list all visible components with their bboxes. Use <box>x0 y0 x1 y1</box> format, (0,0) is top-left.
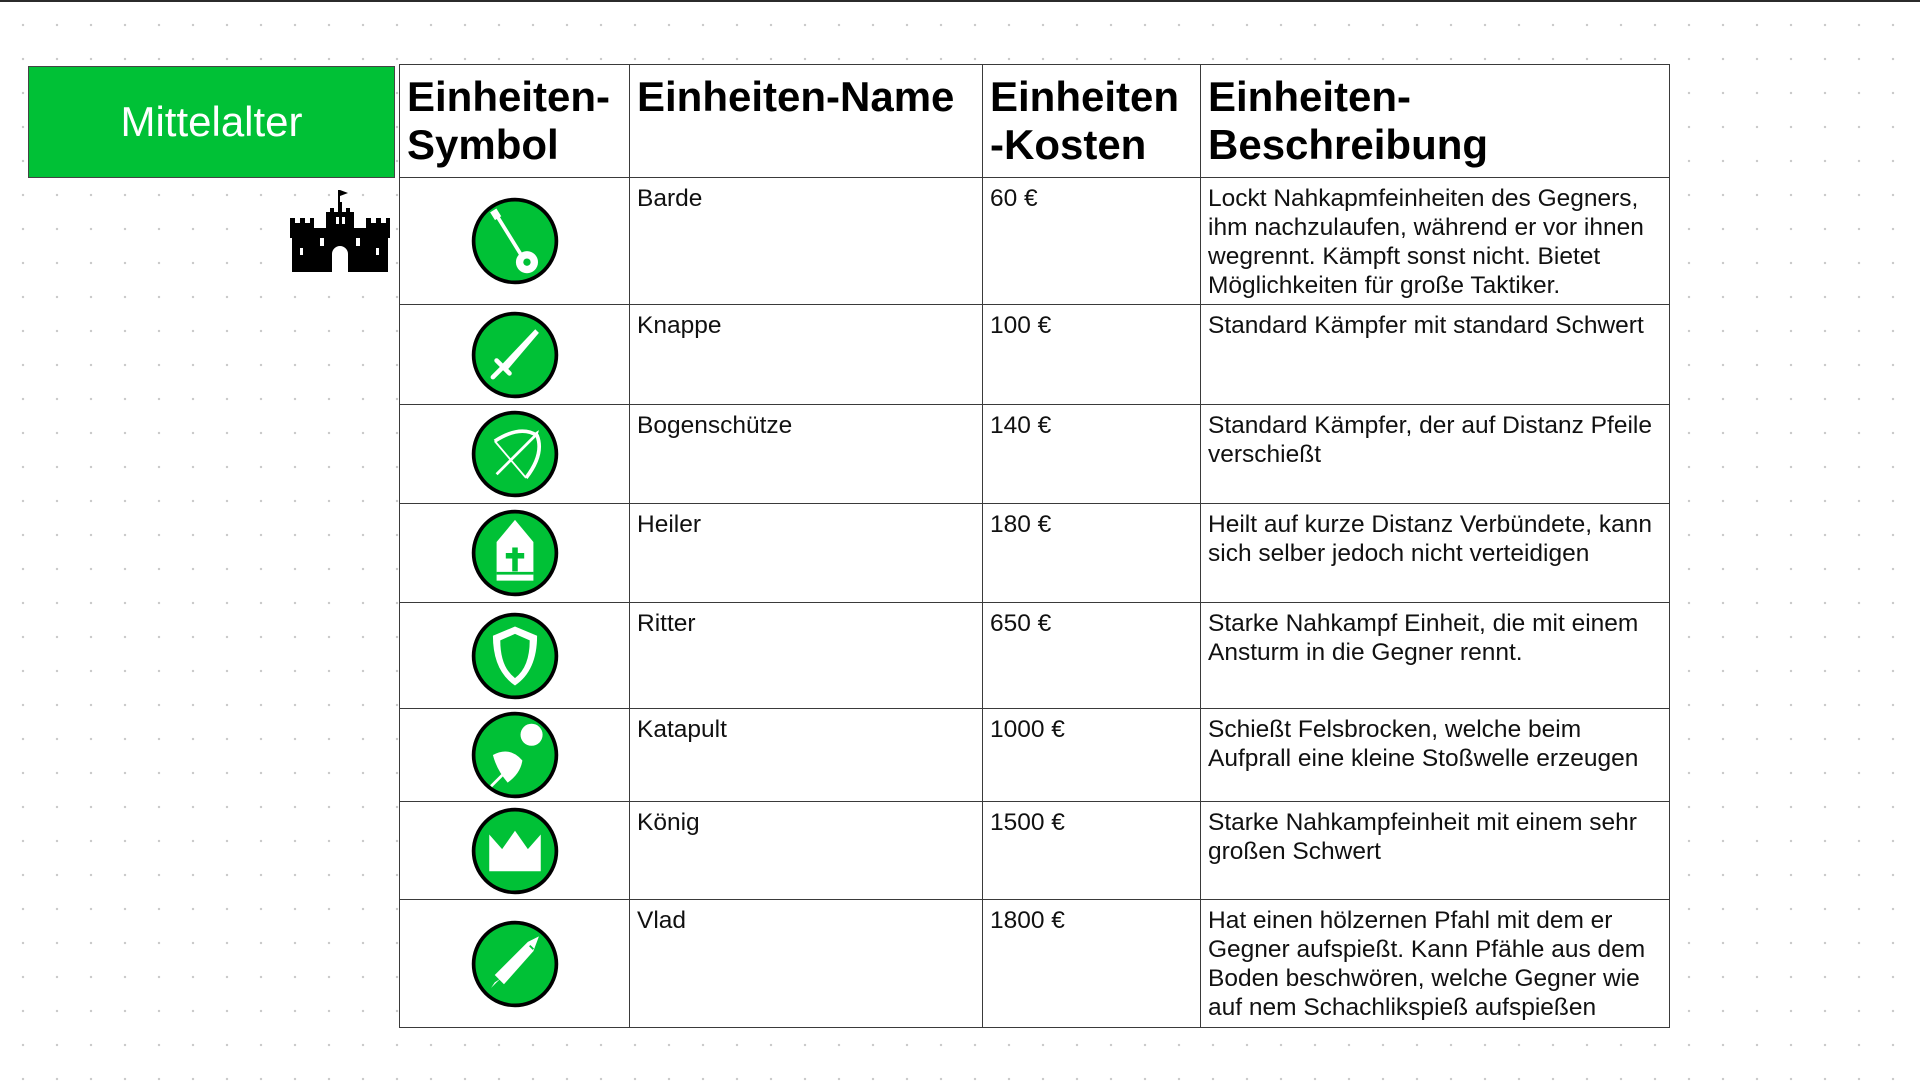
era-label: Mittelalter <box>120 98 303 145</box>
header-cost-line2: -Kosten <box>990 121 1147 168</box>
unit-name: Barde <box>630 178 983 305</box>
table-row <box>400 305 1670 405</box>
header-name: Einheiten-Name <box>630 65 983 178</box>
units-table <box>399 64 1670 1028</box>
header-row <box>400 65 1670 178</box>
symbol-cell <box>400 504 630 603</box>
unit-cost: 140 € <box>983 405 1201 504</box>
table-row <box>400 178 1670 305</box>
unit-description: Hat einen hölzernen Pfahl mit dem er Gegner aufspießt. Kann Pfähle aus dem Boden beschwören, welche Gegner wie auf nem Schachlikspieß aufspießen <box>1201 900 1670 1028</box>
table-row <box>400 709 1670 802</box>
symbol-cell <box>400 305 630 405</box>
catapult-icon <box>469 709 561 801</box>
unit-name: König <box>630 802 983 900</box>
mitre-icon <box>469 507 561 599</box>
symbol-cell <box>400 709 630 802</box>
unit-name: Vlad <box>630 900 983 1028</box>
unit-description: Starke Nahkampfeinheit mit einem sehr großen Schwert <box>1201 802 1670 900</box>
symbol-cell <box>400 900 630 1028</box>
header-symbol-line2: Symbol <box>407 121 559 168</box>
unit-cost: 1000 € <box>983 709 1201 802</box>
symbol-cell <box>400 603 630 709</box>
unit-description: Standard Kämpfer mit standard Schwert <box>1201 305 1670 405</box>
unit-name: Bogenschütze <box>630 405 983 504</box>
table-row <box>400 603 1670 709</box>
unit-cost: 100 € <box>983 305 1201 405</box>
table-row <box>400 405 1670 504</box>
stake-icon <box>469 918 561 1010</box>
unit-cost: 180 € <box>983 504 1201 603</box>
header-description <box>1201 65 1670 178</box>
unit-cost: 60 € <box>983 178 1201 305</box>
header-cost <box>983 65 1201 178</box>
sword-icon <box>469 309 561 401</box>
table-row <box>400 504 1670 603</box>
top-border-line <box>0 0 1920 2</box>
header-cost-line1: Einheiten <box>990 73 1180 120</box>
unit-name: Ritter <box>630 603 983 709</box>
unit-cost: 1800 € <box>983 900 1201 1028</box>
unit-description: Heilt auf kurze Distanz Verbündete, kann sich selber jedoch nicht verteidigen <box>1201 504 1670 603</box>
shield-icon <box>469 610 561 702</box>
unit-description: Lockt Nahkapmfeinheiten des Gegners, ihm nachzulaufen, während er vor ihnen wegrennt. Kämpft sonst nicht. Bietet Möglichkeiten für große Taktiker. <box>1201 178 1670 305</box>
unit-name: Knappe <box>630 305 983 405</box>
header-description-line2: Beschreibung <box>1208 121 1489 168</box>
unit-name: Heiler <box>630 504 983 603</box>
header-symbol-line1: Einheiten- <box>407 73 611 120</box>
unit-description: Standard Kämpfer, der auf Distanz Pfeile verschießt <box>1201 405 1670 504</box>
symbol-cell <box>400 178 630 305</box>
unit-cost: 650 € <box>983 603 1201 709</box>
table-row <box>400 802 1670 900</box>
unit-cost: 1500 € <box>983 802 1201 900</box>
header-description-line1: Einheiten- <box>1208 73 1412 120</box>
symbol-cell <box>400 802 630 900</box>
era-badge <box>28 66 395 178</box>
unit-description: Schießt Felsbrocken, welche beim Aufprall eine kleine Stoßwelle erzeugen <box>1201 709 1670 802</box>
header-symbol <box>400 65 630 178</box>
symbol-cell <box>400 405 630 504</box>
bow-icon <box>469 408 561 500</box>
unit-name: Katapult <box>630 709 983 802</box>
unit-description: Starke Nahkampf Einheit, die mit einem Ansturm in die Gegner rennt. <box>1201 603 1670 709</box>
crown-icon <box>469 805 561 897</box>
banjo-icon <box>469 195 561 287</box>
table-row <box>400 900 1670 1028</box>
castle-icon <box>290 188 390 272</box>
